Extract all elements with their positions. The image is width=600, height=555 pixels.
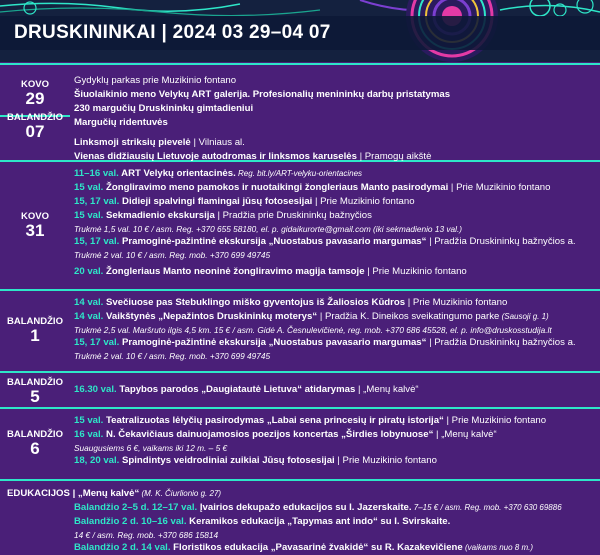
event-venue: | Prie Muzikinio fontano (443, 415, 547, 426)
event-title: Floristikos edukacija „Pavasarinė žvakidė“ su R. Kazakevičiene (170, 542, 463, 553)
month-label: BALANDŽIO (7, 112, 63, 123)
day1-events (74, 74, 596, 164)
event-note: Suaugusiems 6 €, vaikams iki 12 m. – 5 € (74, 443, 228, 453)
date-balandzio-07 (0, 112, 70, 141)
event-venue: | Pradžia prie Druskininkų bažnyčios (214, 210, 372, 221)
event-line (74, 541, 596, 555)
event-time: 18, 20 val. (74, 455, 120, 466)
event-venue: | „Menų kalvė“ (433, 429, 497, 440)
event-time: 11–16 val. (74, 168, 119, 179)
event-line (74, 428, 596, 442)
event-registration: Reg. bit.ly/ART-velyku-orientacines (235, 169, 363, 178)
event-title: Sekmadienio ekskursija (103, 210, 215, 221)
event-note: Trukmė 2 val. 10 € / asm. Reg. mob. +370 699 49745 (74, 351, 271, 361)
event-line (74, 296, 596, 310)
event-venue: | Pradžia Druskininkų bažnyčios a. (426, 236, 576, 247)
event-title: Teatralizuotas lėlyčių pasirodymas „Labai sena princesių ir piratų istorija“ (103, 415, 444, 426)
day-number: 5 (30, 387, 40, 406)
event-time: 15 val. (74, 182, 104, 193)
day4-events (74, 383, 596, 397)
event-title: Tapybos parodos „Daugiatautė Lietuva“ atidarymas (116, 384, 356, 395)
venue-line: Gydyklų parkas prie Muzikinio fontano (74, 75, 237, 86)
event-time: 14 val. (74, 297, 104, 308)
day-number: 6 (30, 439, 40, 458)
event-line (74, 414, 596, 428)
event-line (74, 265, 596, 279)
event-line (74, 501, 596, 515)
date-kovo-31 (0, 211, 70, 240)
month-label: KOVO (21, 211, 49, 222)
event-venue: | Prie Muzikinio fontano (312, 196, 415, 207)
event-line (74, 235, 596, 249)
event-title: 230 margučių Druskininkų gimtadieniui (74, 103, 254, 114)
day-number: 07 (25, 122, 45, 141)
date-kovo-29 (0, 79, 70, 108)
education-venue: | „Menų kalvė“ (69, 488, 140, 499)
event-time: 15 val. (74, 210, 104, 221)
event-title: Vaikštynės „Nepažintos Druskininkų moterys“ (103, 311, 318, 322)
event-title: Pramoginė-pažintinė ekskursija „Nuostabus pavasario margumas“ (119, 337, 427, 348)
event-line (74, 209, 596, 223)
day-number: 1 (30, 326, 40, 345)
date-balandzio-5 (0, 377, 70, 406)
event-title: Įvairios dekupažo edukacijos su I. Jazerskaite. (197, 502, 412, 513)
event-title: Margučių ridentuvės (74, 117, 168, 128)
event-title: Didieji spalvingi flamingai jūsų fotosesijai (119, 196, 313, 207)
event-venue: | Pradžia Druskininkų bažnyčios a. (426, 337, 576, 348)
event-note: Trukmė 1,5 val. 10 € / asm. Reg. +370 655 58180, el. p. gidaikurorte@gmail.com (iki sekmadienio 13 val.) (74, 224, 463, 234)
event-line (74, 454, 596, 468)
day3-events (74, 296, 596, 362)
event-note: 14 € / asm. Reg. mob. +370 686 15814 (74, 530, 219, 540)
event-time: 16.30 val. (74, 384, 117, 395)
section-divider (0, 63, 600, 65)
event-title: ART Velykų orientacinės. (118, 168, 236, 179)
event-title: N. Čekavičiaus dainuojamosios poezijos koncertas „Širdies lobynuose“ (103, 429, 434, 440)
event-line (74, 515, 596, 529)
event-note: Trukmė 2 val. 10 € / asm. Reg. mob. +370 699 49745 (74, 250, 271, 260)
education-heading (7, 487, 221, 501)
education-label: EDUKACIJOS (7, 488, 70, 499)
month-label: BALANDŽIO (7, 377, 63, 388)
event-address: (Sausoji g. 1) (499, 312, 549, 321)
event-note: Trukmė 2,5 val. Maršruto ilgis 4,5 km. 15 € / asm. Gidė A. Česnulevičienė, reg. mob. +370 686 45528, el. p. info@druskosstudija.lt (74, 325, 552, 335)
event-time: 14 val. (74, 311, 104, 322)
event-title: Žongliravimo meno pamokos ir nuotaikingi žongleriaus Manto pasirodymai (103, 182, 449, 193)
event-title: Žongleriaus Manto neoninė žongliravimo magija tamsoje (103, 266, 365, 277)
event-venue: | Pradžia K. Dineikos sveikatingumo parke (317, 311, 500, 322)
day5-events (74, 414, 596, 468)
event-title: Pramoginė-pažintinė ekskursija „Nuostabus pavasario margumas“ (119, 236, 427, 247)
event-title: Keramikos edukacija „Tapymas ant indo“ su I. Svirskaite. (186, 516, 451, 527)
date-balandzio-1 (0, 316, 70, 345)
event-time: Balandžio 2 d. 10–16 val. (74, 516, 187, 527)
event-time: 15, 17 val. (74, 196, 120, 207)
event-title: Svečiuose pas Stebuklingo miško gyventojus iš Žaliosios Kūdros (103, 297, 406, 308)
event-registration: 7–15 € / asm. Reg. mob. +370 630 69886 (411, 503, 562, 512)
event-title: Šiuolaikinio meno Velykų ART galerija. Profesionalių menininkų darbų pristatymas (74, 89, 451, 100)
event-venue: | Prie Muzikinio fontano (405, 297, 508, 308)
event-title: Spindintys veidrodiniai zuikiai Jūsų fotosesijai (119, 455, 335, 466)
event-line (74, 310, 596, 324)
event-time: Balandžio 2 d. 14 val. (74, 542, 171, 553)
event-line (74, 150, 596, 164)
day2-events (74, 167, 596, 279)
month-label: BALANDŽIO (7, 316, 63, 327)
event-time: 15, 17 val. (74, 236, 120, 247)
event-venue: | Prie Muzikinio fontano (364, 266, 467, 277)
section-divider (0, 371, 600, 373)
event-venue: | Vilniaus al. (190, 137, 245, 148)
event-time: 16 val. (74, 429, 104, 440)
event-venue: | Prie Muzikinio fontano (448, 182, 551, 193)
event-line (74, 336, 596, 350)
event-venue: | Prie Muzikinio fontano (334, 455, 437, 466)
day-number: 29 (25, 89, 45, 108)
event-line (74, 181, 596, 195)
event-line (74, 136, 596, 150)
event-time: 15, 17 val. (74, 337, 120, 348)
event-venue: | Pramogų aikštė (356, 151, 432, 162)
date-balandzio-6 (0, 429, 70, 458)
section-divider (0, 479, 600, 481)
event-line (74, 195, 596, 209)
event-line (74, 167, 596, 181)
event-title: Vienas didžiausių Lietuvoje autodromas ir linksmos karuselės (74, 151, 357, 162)
education-events (74, 501, 596, 555)
page-title: DRUSKININKAI | 2024 03 29–04 07 (14, 22, 331, 43)
event-time: 15 val. (74, 415, 104, 426)
month-label: BALANDŽIO (7, 429, 63, 440)
event-title: Linksmoji striksių pievelė (74, 137, 191, 148)
section-divider (0, 289, 600, 291)
event-venue: | „Menų kalvė“ (355, 384, 419, 395)
month-label: KOVO (21, 79, 49, 90)
event-time: 20 val. (74, 266, 104, 277)
education-address: (M. K. Čiurlionio g. 27) (139, 489, 222, 498)
section-divider (0, 407, 600, 409)
event-age: (vaikams nuo 8 m.) (462, 543, 533, 552)
event-time: Balandžio 2–5 d. 12–17 val. (74, 502, 198, 513)
event-line (74, 383, 596, 397)
day-number: 31 (25, 221, 45, 240)
